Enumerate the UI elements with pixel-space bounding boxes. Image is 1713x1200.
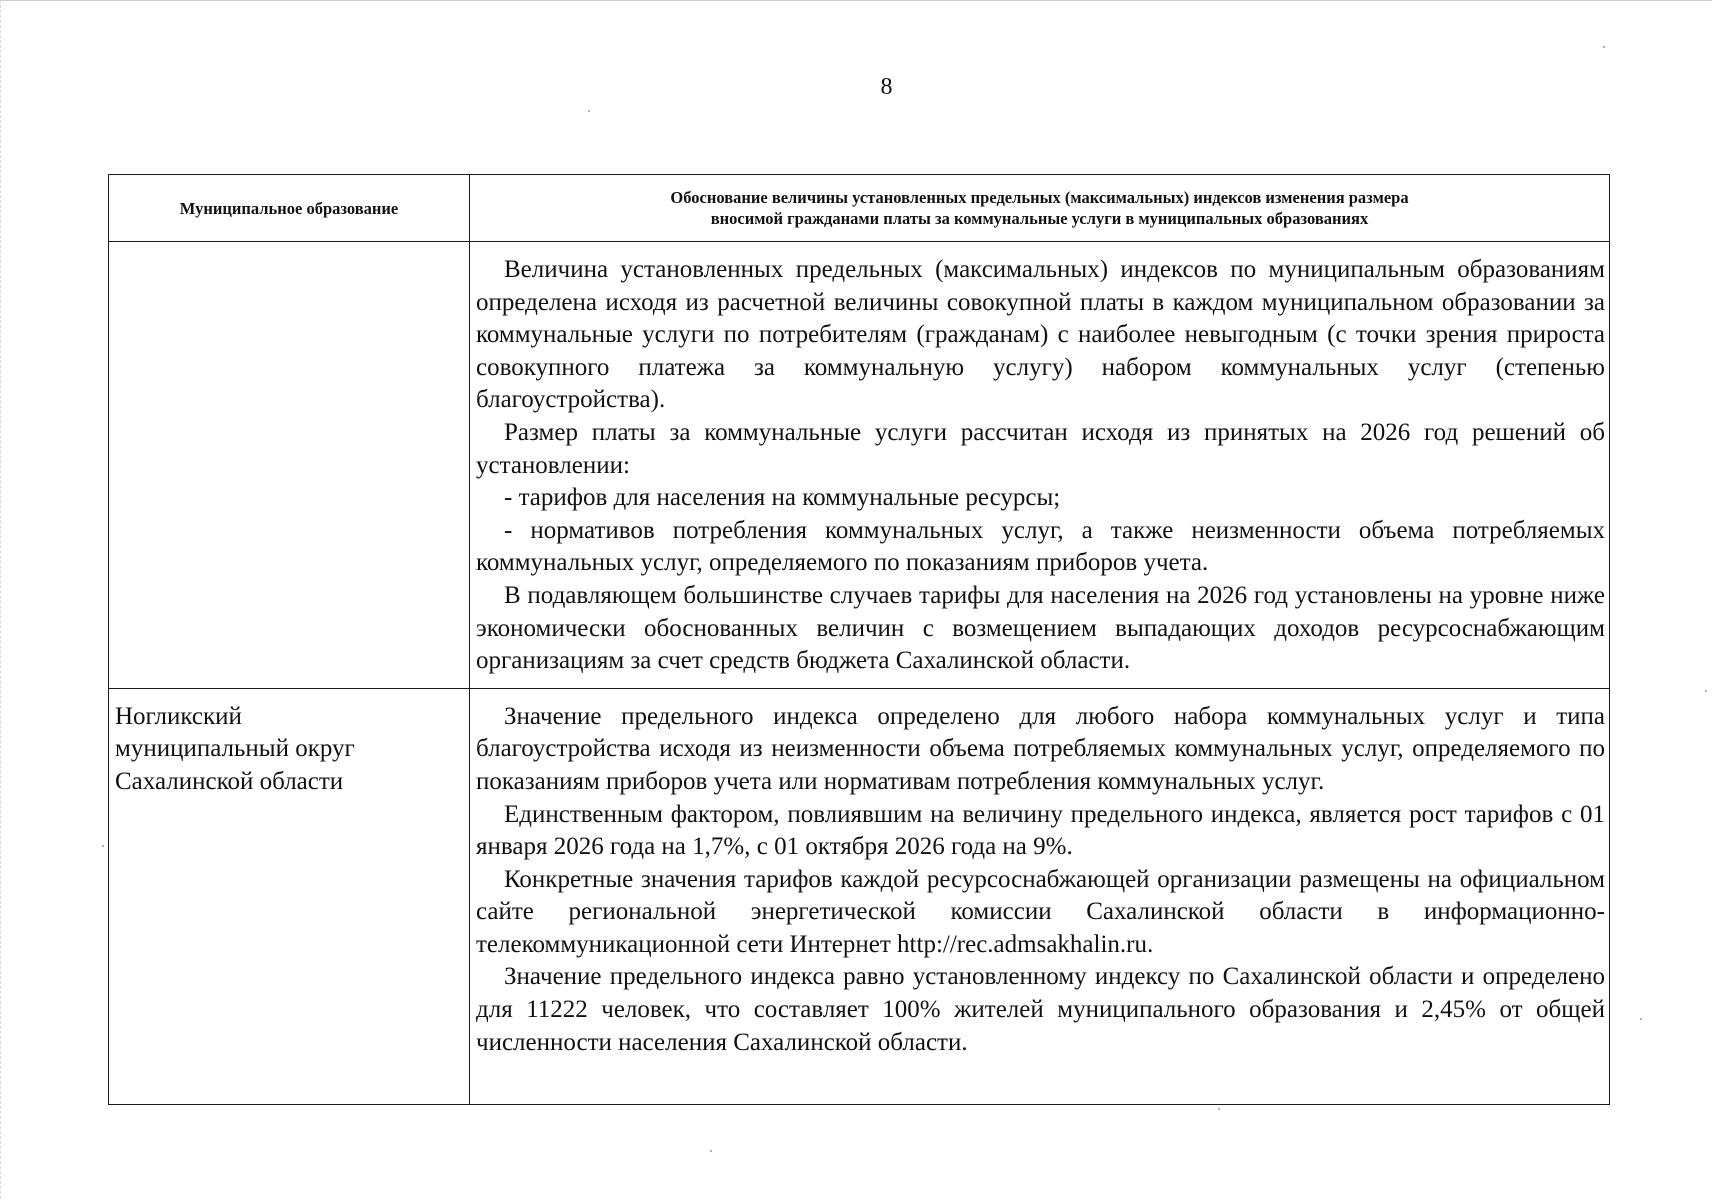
justification-table [108, 174, 1610, 1105]
header-justification [470, 175, 1610, 242]
paragraph: - нормативов потребления коммунальных услуг, а также неизменности объема потребляемых коммунальных услуг, определяемого по показаниям приборов учета. [476, 516, 1605, 577]
header-justification-line-2: вносимой гражданами платы за коммунальные услуги в муниципальных образованиях [710, 209, 1369, 228]
municipality-name-line-3: Сахалинской области [115, 767, 344, 795]
table-row [109, 242, 1610, 689]
justification-cell [470, 688, 1610, 1104]
scan-speck [588, 110, 590, 112]
municipality-name-line-2: муниципальный округ [115, 735, 355, 763]
paragraph: - тарифов для населения на коммунальные ресурсы; [504, 484, 1061, 512]
paragraph: Значение предельного индекса определено для любого набора коммунальных услуг и типа благоустройства исходя из неизменности объема потребляемых коммунальных услуг, определяемого по показаниям приборов учета или нормативам потребления коммунальных услуг. [476, 702, 1605, 795]
paragraph: Единственным фактором, повлиявшим на величину предельного индекса, является рост тарифов с 01 января 2026 года на 1,7%, с 01 октября 2026 года на 9%. [476, 800, 1605, 861]
paragraph: Конкретные значения тарифов каждой ресурсоснабжающей организации размещены на официальном сайте региональной энергетической комиссии Сахалинской области в информационно-телекоммуникационной сети Интернет http://rec.admsakhalin.ru. [476, 865, 1605, 958]
municipality-cell [109, 242, 470, 689]
scan-speck [1705, 690, 1707, 692]
table-header-row [109, 175, 1610, 242]
scan-speck [1603, 46, 1605, 48]
municipality-cell [109, 688, 470, 1104]
scan-speck [1218, 1108, 1220, 1110]
header-justification-line-1: Обоснование величины установленных предельных (максимальных) индексов изменения размера [670, 188, 1409, 207]
justification-cell [470, 242, 1610, 689]
scan-speck [102, 845, 104, 847]
table-row [109, 688, 1610, 1104]
municipality-name-line-1: Ногликский [115, 702, 242, 730]
header-municipality [109, 175, 470, 242]
paragraph: Значение предельного индекса равно установленному индексу по Сахалинской области и определено для 11222 человек, что составляет 100% жителей муниципального образования и 2,45% от общей численности населения Сахалинской области. [476, 963, 1605, 1056]
paragraph: Величина установленных предельных (максимальных) индексов по муниципальным образованиям определена исходя из расчетной величины совокупной платы в каждом муниципальном образовании за коммунальные услуги по потребителям (гражданам) с наиболее невыгодным (с точки зрения прироста совокупного платежа за коммунальную услугу) набором коммунальных услуг (степенью благоустройства). [476, 256, 1605, 414]
page-number: 8 [880, 74, 893, 100]
scan-speck [1640, 1018, 1642, 1020]
header-municipality-text: Муниципальное образование [179, 198, 399, 218]
paragraph: В подавляющем большинстве случаев тарифы для населения на 2026 год установлены на уровне ниже экономически обоснованных величин с возмещением выпадающих доходов ресурсоснабжающим организациям за счет средств бюджета Сахалинской области. [476, 581, 1605, 675]
paragraph: Размер платы за коммунальные услуги рассчитан исходя из принятых на 2026 год решений об установлении: [476, 418, 1605, 479]
scan-speck [710, 1150, 712, 1152]
